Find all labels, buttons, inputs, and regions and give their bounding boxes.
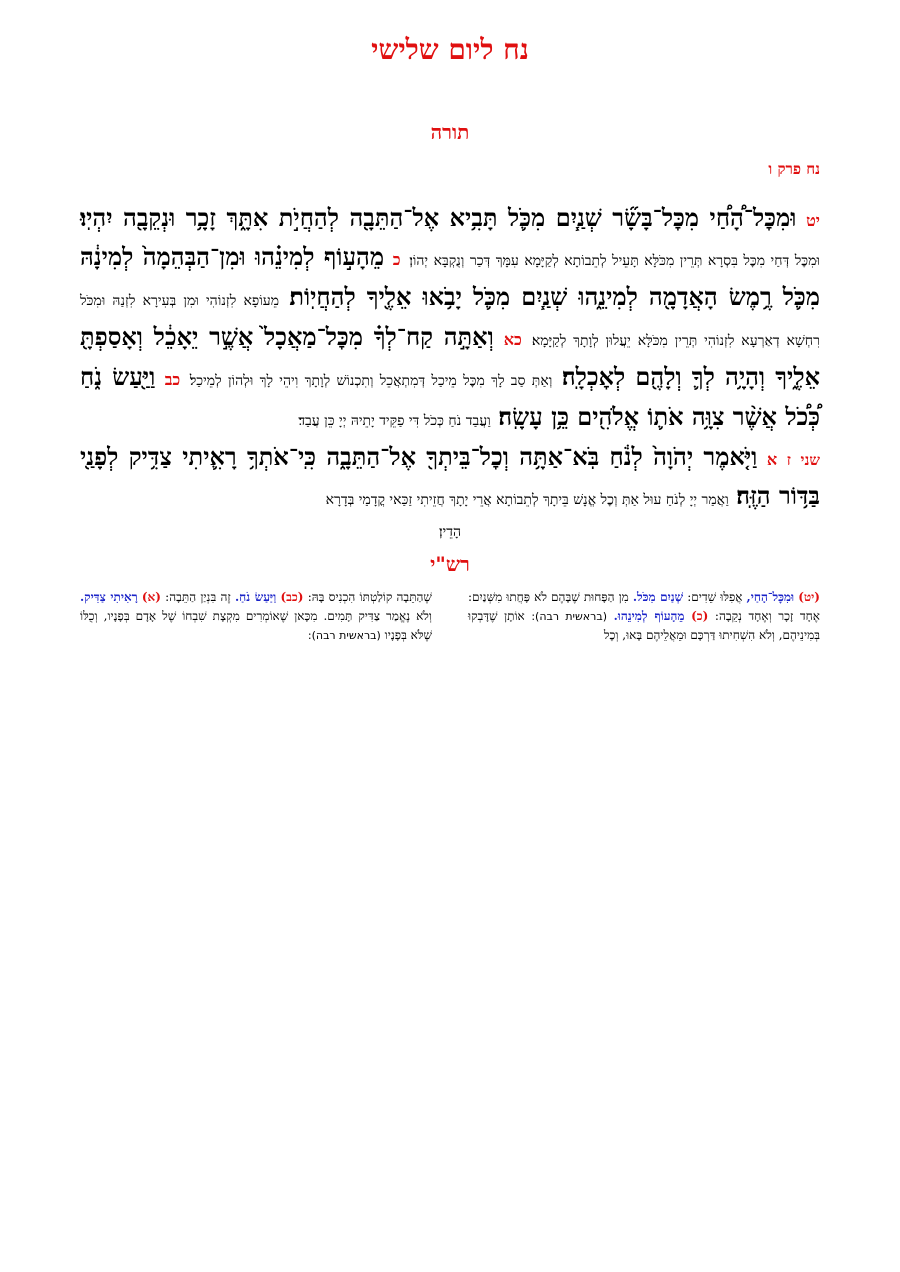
page [80,30,820,645]
chapter-label: ז [786,451,791,469]
rashi-verse-ref: (כב) [280,590,304,604]
rashi-lemma: מֵהָעוֹף לְמִינֵהוּ. [613,609,685,623]
aliyah-label: שני [800,451,820,469]
rashi-column-right [468,588,820,645]
verse-number: יט [806,211,820,230]
targum-text: וַעֲבַד נֹחַ כְּכֹל דִּי פַקֵּיד יָתֵיהּ יְיָ כֵּן עֲבַד׃ [298,413,491,429]
verse-text: וַיַּ֖עַשׂ נֹ֑חַ כְּ֠כֹ֠ל אֲשֶׁ֨ר צִוָּ֥ה אֹת֛וֹ אֱלֹהִ֖ים כֵּ֥ן עָשָֽׂה׃ [80,362,820,431]
rashi-comment: אֲפִלּוּ שֵׁדִים: [687,590,743,604]
rashi-lemma: שְׁנַיִם מִכֹּל. [632,590,684,604]
targum-text: וַאֲמַר יְיָ לְנֹחַ עוּל אַתְּ וְכׇל אֱנָשׁ בֵּיתָךְ לְתֵבוֹתָא אֲרֵי יָתָךְ חֲזֵיתִי זַכַּאי קֳדָמַי בְּדָרָא [325,492,729,508]
rashi-lemma: וּמִכׇּל־הָחַי, [746,590,795,604]
rashi-comment: וְלֹא נֶאֱמַר צַדִּיק תָּמִים. מִכָּאן שֶׁאוֹמְרִים מִקְצָת שִׁבְחוֹ שֶׁל אָדָם בְּפָנָיו, וְכֻלּוֹ שֶׁלֹּא בְּפָנָיו [80,609,432,642]
verse-text: וְאַתָּ֣ה קַח־לְךָ֗ מִכׇּל־מַאֲכָל֙ אֲשֶׁ֣ר יֵאָכֵ֔ל וְאָסַפְתָּ֖ אֵלֶ֑יךָ וְהָיָ֥ה לְךָ֛ וְלָהֶ֖ם לְאׇכְלָֽה׃ [80,322,820,391]
targum-text: וְאַתְּ סַב לָךְ מִכׇּל מֵיכַל דְּמִתְאֲכֵל וְתִכְנוֹשׁ לְוָתָךְ וִיהֵי לָךְ וּלְהוֹן לְמֵיכַל׃ [189,373,553,389]
rashi-column-left [80,588,432,645]
rashi-comment: זֶה בִּנְיַן הַתֵּבָה: [165,590,231,604]
verse-number: כב [164,370,181,389]
verse-text: וַיֹּ֤אמֶר יְהֹוָה֙ לְנֹ֔חַ בֹּֽא־אַתָּ֥ה וְכׇל־בֵּיתְךָ֖ אֶל־הַתֵּבָ֑ה כִּֽי־אֹתְךָ֥ רָאִ֛יתִי צַדִּ֥יק לְפָנַ֖י בַּדּ֥וֹר הַזֶּֽה׃ [80,442,820,510]
rashi-columns [80,588,820,645]
rashi-comment: שֶׁהַתֵּבָה קוֹלַטְתּוֹ הִכְנִיס בָּהּ: [307,590,432,604]
page-title: נח ליום שלישי [371,33,529,66]
rashi-comment: מִן הַפָּחוּת שֶׁבָּהֶם לֹא פָּחֲתוּ מִשְּׁנַיִם: אֶחָד זָכָר וְאֶחָד נְקֵבָה: [468,590,820,623]
verse-text: מֵהָע֣וֹף לְמִינֵ֗הוּ וּמִן־הַבְּהֵמָה֙ לְמִינָ֔הּ מִכֹּ֛ל רֶ֥מֶשׂ הָאֲדָמָ֖ה לְמִינֵ֑הוּ שְׁנַ֧יִם מִכֹּ֛ל יָבֹ֥אוּ אֵלֶ֖יךָ לְהַחֲיֽוֹת׃ [80,242,820,311]
torah-heading: תורה [430,120,470,144]
rashi-heading: רש"י [430,552,470,576]
verse-number: כ [392,250,401,269]
verses-block [80,200,820,518]
targum-text: מֵעוֹפָא לִזְנוֹהִי וּמִן בְּעִירָא לִזְנַהּ וּמִכֹּל רִחְשָׁא דְאַרְעָא לִזְנוֹהִי תְּרֵין מִכֹּלָּא יֵעֲלוּן לְוָתָךְ לְקַיָּמָא׃ [80,293,820,349]
verse-number: כא [503,330,522,349]
rashi-verse-ref: (כ) [691,609,709,623]
rashi-source: (בראשית רבה): [307,629,381,642]
verse-number: א [766,450,778,469]
targum-closing: הָדֵין׃ [438,524,462,540]
rashi-lemma: רָאִיתִי צַדִּיק. [80,590,138,604]
rashi-verse-ref: (יט) [798,590,820,604]
rashi-comment: אוֹתָן שֶׁדָּבְקוּ בְּמִינֵיהֶם, וְלֹא הִשְׁחִיתוּ דַּרְכָּם וּמֵאֲלֵיהֶם בָּאוּ, וְכׇל [468,609,820,642]
rashi-verse-ref: (א) [141,590,161,604]
rashi-source: (בראשית רבה): [531,610,608,623]
rashi-lemma: וַיַּעַשׂ נֹחַ. [234,590,277,604]
targum-text: וּמִכׇּל דְּחַי מִכׇּל בִּסְרָא תְּרֵין מִכֹּלָּא תָּעֵיל לְתֵבוֹתָא לְקַיָּמָא עִמָּךְ דְּכַר וְנֻקְבָּא יְהוֹן׃ [409,253,820,269]
verse-text: וּמִכׇּל־הָ֠חַ֠י מִכׇּל־בָּשָׂ֞ר שְׁנַ֧יִם מִכֹּ֛ל תָּבִ֥יא אֶל־הַתֵּבָ֖ה לְהַחֲיֹ֣ת אִתָּ֑ךְ זָכָ֥ר וּנְקֵבָ֖ה יִהְיֽוּ׃ [80,203,797,232]
chapter-reference: נח פרק ו [768,160,820,178]
